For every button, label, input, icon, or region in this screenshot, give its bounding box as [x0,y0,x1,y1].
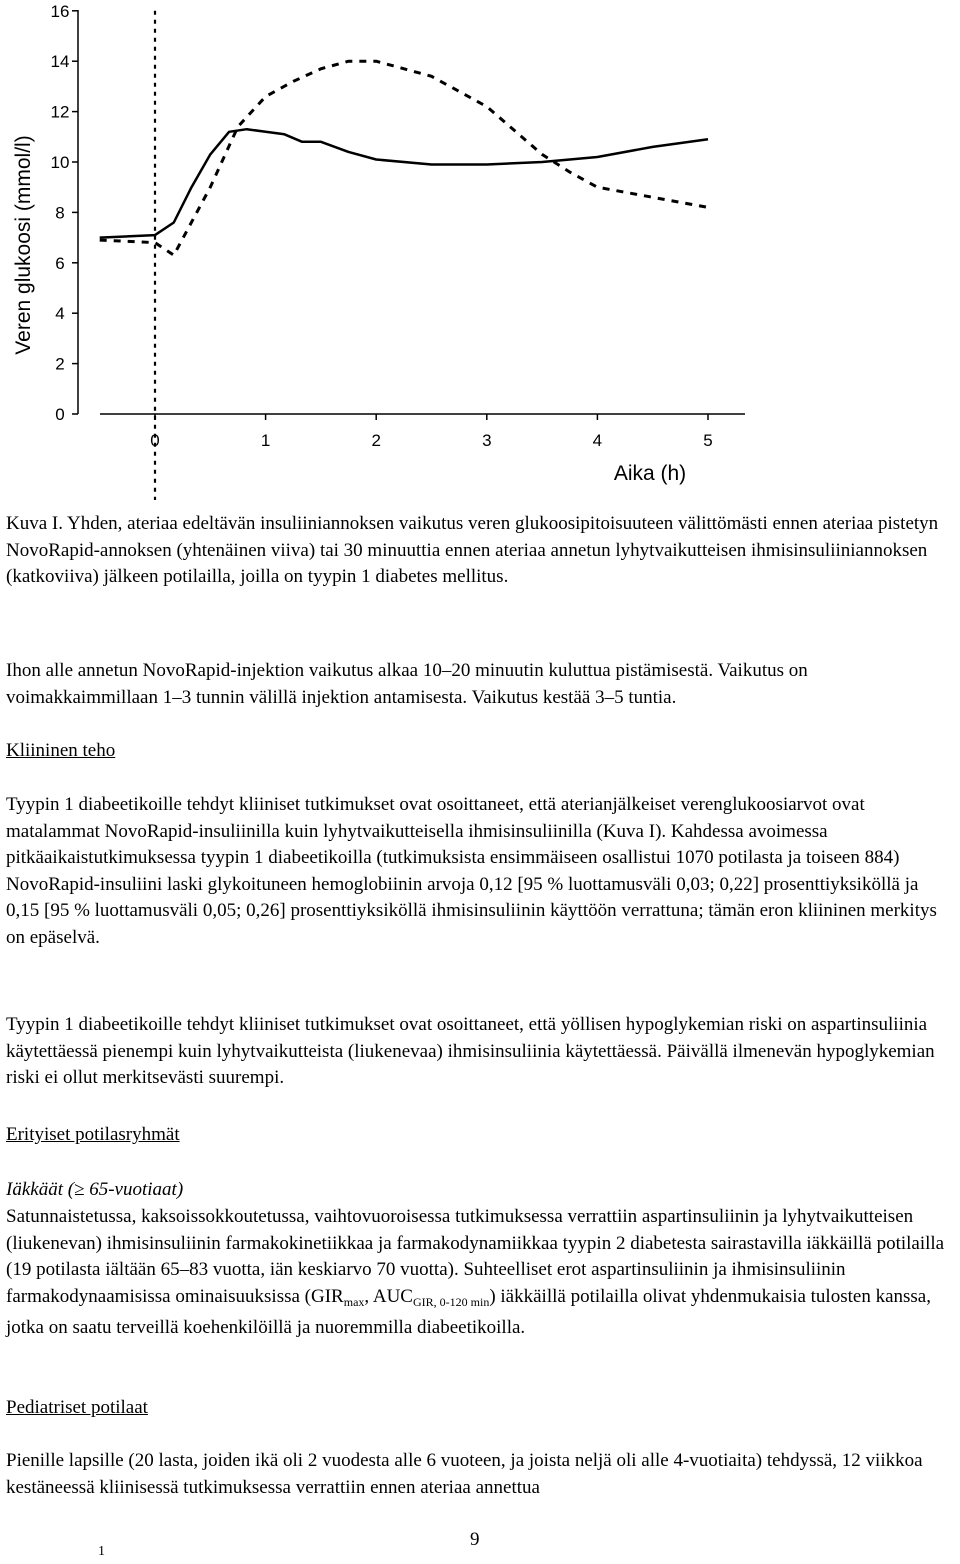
elderly-paragraph [6,1204,956,1342]
y-tick-label: 4 [55,304,65,324]
elderly-text-b: , AUC [364,1285,413,1307]
x-tick-label: 0 [150,431,160,450]
clinical-paragraph-1: Tyypin 1 diabeetikoille tehdyt kliiniset tutkimukset ovat osoittaneet, että aterianjälkeiset verenglukoosiarvot ovat matalammat NovoRapid-insuliinilla kuin lyhytvaikutteisella ihmisinsuliinilla (Kuva I). Kahdessa avoimessa pitkäaikaistutkimuksessa tyypin 1 diabeetikoilla (tutkimuksista ensimmäiseen osallistui 1070 potilasta ja toiseen 884) NovoRapid-insuliini laski glykoituneen hemoglobiinin arvoja 0,12 [95 % luottamusväli 0,03; 0,22] prosenttiyksiköllä ja 0,15 [95 % luottamusväli 0,05; 0,26] prosenttiyksiköllä ihmisinsuliinin käyttöön verrattuna; tämän eron kliininen merkitys on epäselvä. [6,794,937,948]
clinical-efficacy-heading: Kliininen teho [6,740,116,761]
x-tick-label: 4 [592,431,603,450]
onset-paragraph: Ihon alle annetun NovoRapid-injektion vaikutus alkaa 10–20 minuutin kuluttua pistämisestä. Vaikutus on voimakkaimmillaan 1–3 tunnin välillä injektion antamisesta. Vaikutus kestää 3–5 tuntia. [6,660,808,708]
x-tick-label: 2 [371,431,381,450]
auc-subscript: GIR, 0-120 min [412,1294,490,1309]
y-tick-label: 16 [50,1,70,21]
y-axis-title: Veren glukoosi (mmol/l) [12,135,35,355]
elderly-text-c: ) iäkkäillä potilailla olivat yhdenmukaisia tulosten kanssa, jotka on saatu terveillä koehenkilöillä ja nuoremmilla diabeetikoilla. [6,1285,931,1338]
glucose-chart [0,0,960,500]
y-tick-label: 12 [50,102,70,122]
gir-subscript: max [343,1294,365,1309]
x-tick-label: 1 [260,431,271,450]
y-tick-label: 6 [55,253,65,273]
y-tick-label: 8 [55,203,65,223]
x-axis-title: Aika (h) [613,462,687,485]
y-tick-label: 14 [50,52,70,72]
human-insulin-series-line [100,61,708,255]
elderly-heading: Iäkkäät (≥ 65-vuotiaat) [6,1179,184,1200]
x-tick-label: 3 [482,431,492,450]
page-number: 9 [470,1529,480,1550]
x-tick-label: 5 [703,431,713,450]
y-tick-label: 0 [55,405,65,424]
footnote-marker: 1 [98,1544,105,1559]
figure-caption: Kuva I. Yhden, ateriaa edeltävän insuliiniannoksen vaikutus veren glukoosipitoisuuteen välittömästi ennen ateriaa pistetyn NovoRapid-annoksen (yhtenäinen viiva) tai 30 minuuttia ennen ateriaa annetun lyhytvaikutteisen ihmisinsuliiniannoksen (katkoviiva) jälkeen potilailla, joilla on tyypin 1 diabetes mellitus. [6,513,939,587]
y-tick-label: 10 [50,153,70,172]
special-populations-heading: Erityiset potilasryhmät [6,1124,180,1145]
pediatric-heading: Pediatriset potilaat [6,1397,148,1418]
y-tick-label: 2 [55,354,65,374]
elderly-text-a: Satunnaistetussa, kaksoissokkoutetussa, vaihtovuoroisessa tutkimuksessa verrattiin aspartinsuliinin ja lyhytvaikutteisen (liukenevan) ihmisinsuliinin farmakokinetiikkaa ja farmakodynamiikkaa tyypin 2 diabetesta sairastavilla iäkkäillä potilailla (19 potilasta iältään 65–83 vuotta, iän keskiarvo 70 vuotta). Suhteelliset erot aspartinsuliinin ja ihmisinsuliinin farmakodynaamisissa ominaisuuksissa (GIR [6,1206,945,1307]
clinical-paragraph-2: Tyypin 1 diabeetikoille tehdyt kliiniset tutkimukset ovat osoittaneet, että yöllisen hypoglykemian riski on aspartinsuliinia käytettäessä pienempi kuin lyhytvaikutteista (liukenevaa) ihmisinsuliinia käytettäessä. Päivällä ilmenevän hypoglykemian riski ei ollut merkitsevästi suurempi. [6,1014,935,1088]
pediatric-paragraph: Pienille lapsille (20 lasta, joiden ikä oli 2 vuodesta alle 6 vuoteen, ja joista neljä oli alle 4-vuotiaita) tehdyssä, 12 viikkoa kestäneessä kliinisessä tutkimuksessa verrattiin ennen ateriaa annettua [6,1450,923,1498]
